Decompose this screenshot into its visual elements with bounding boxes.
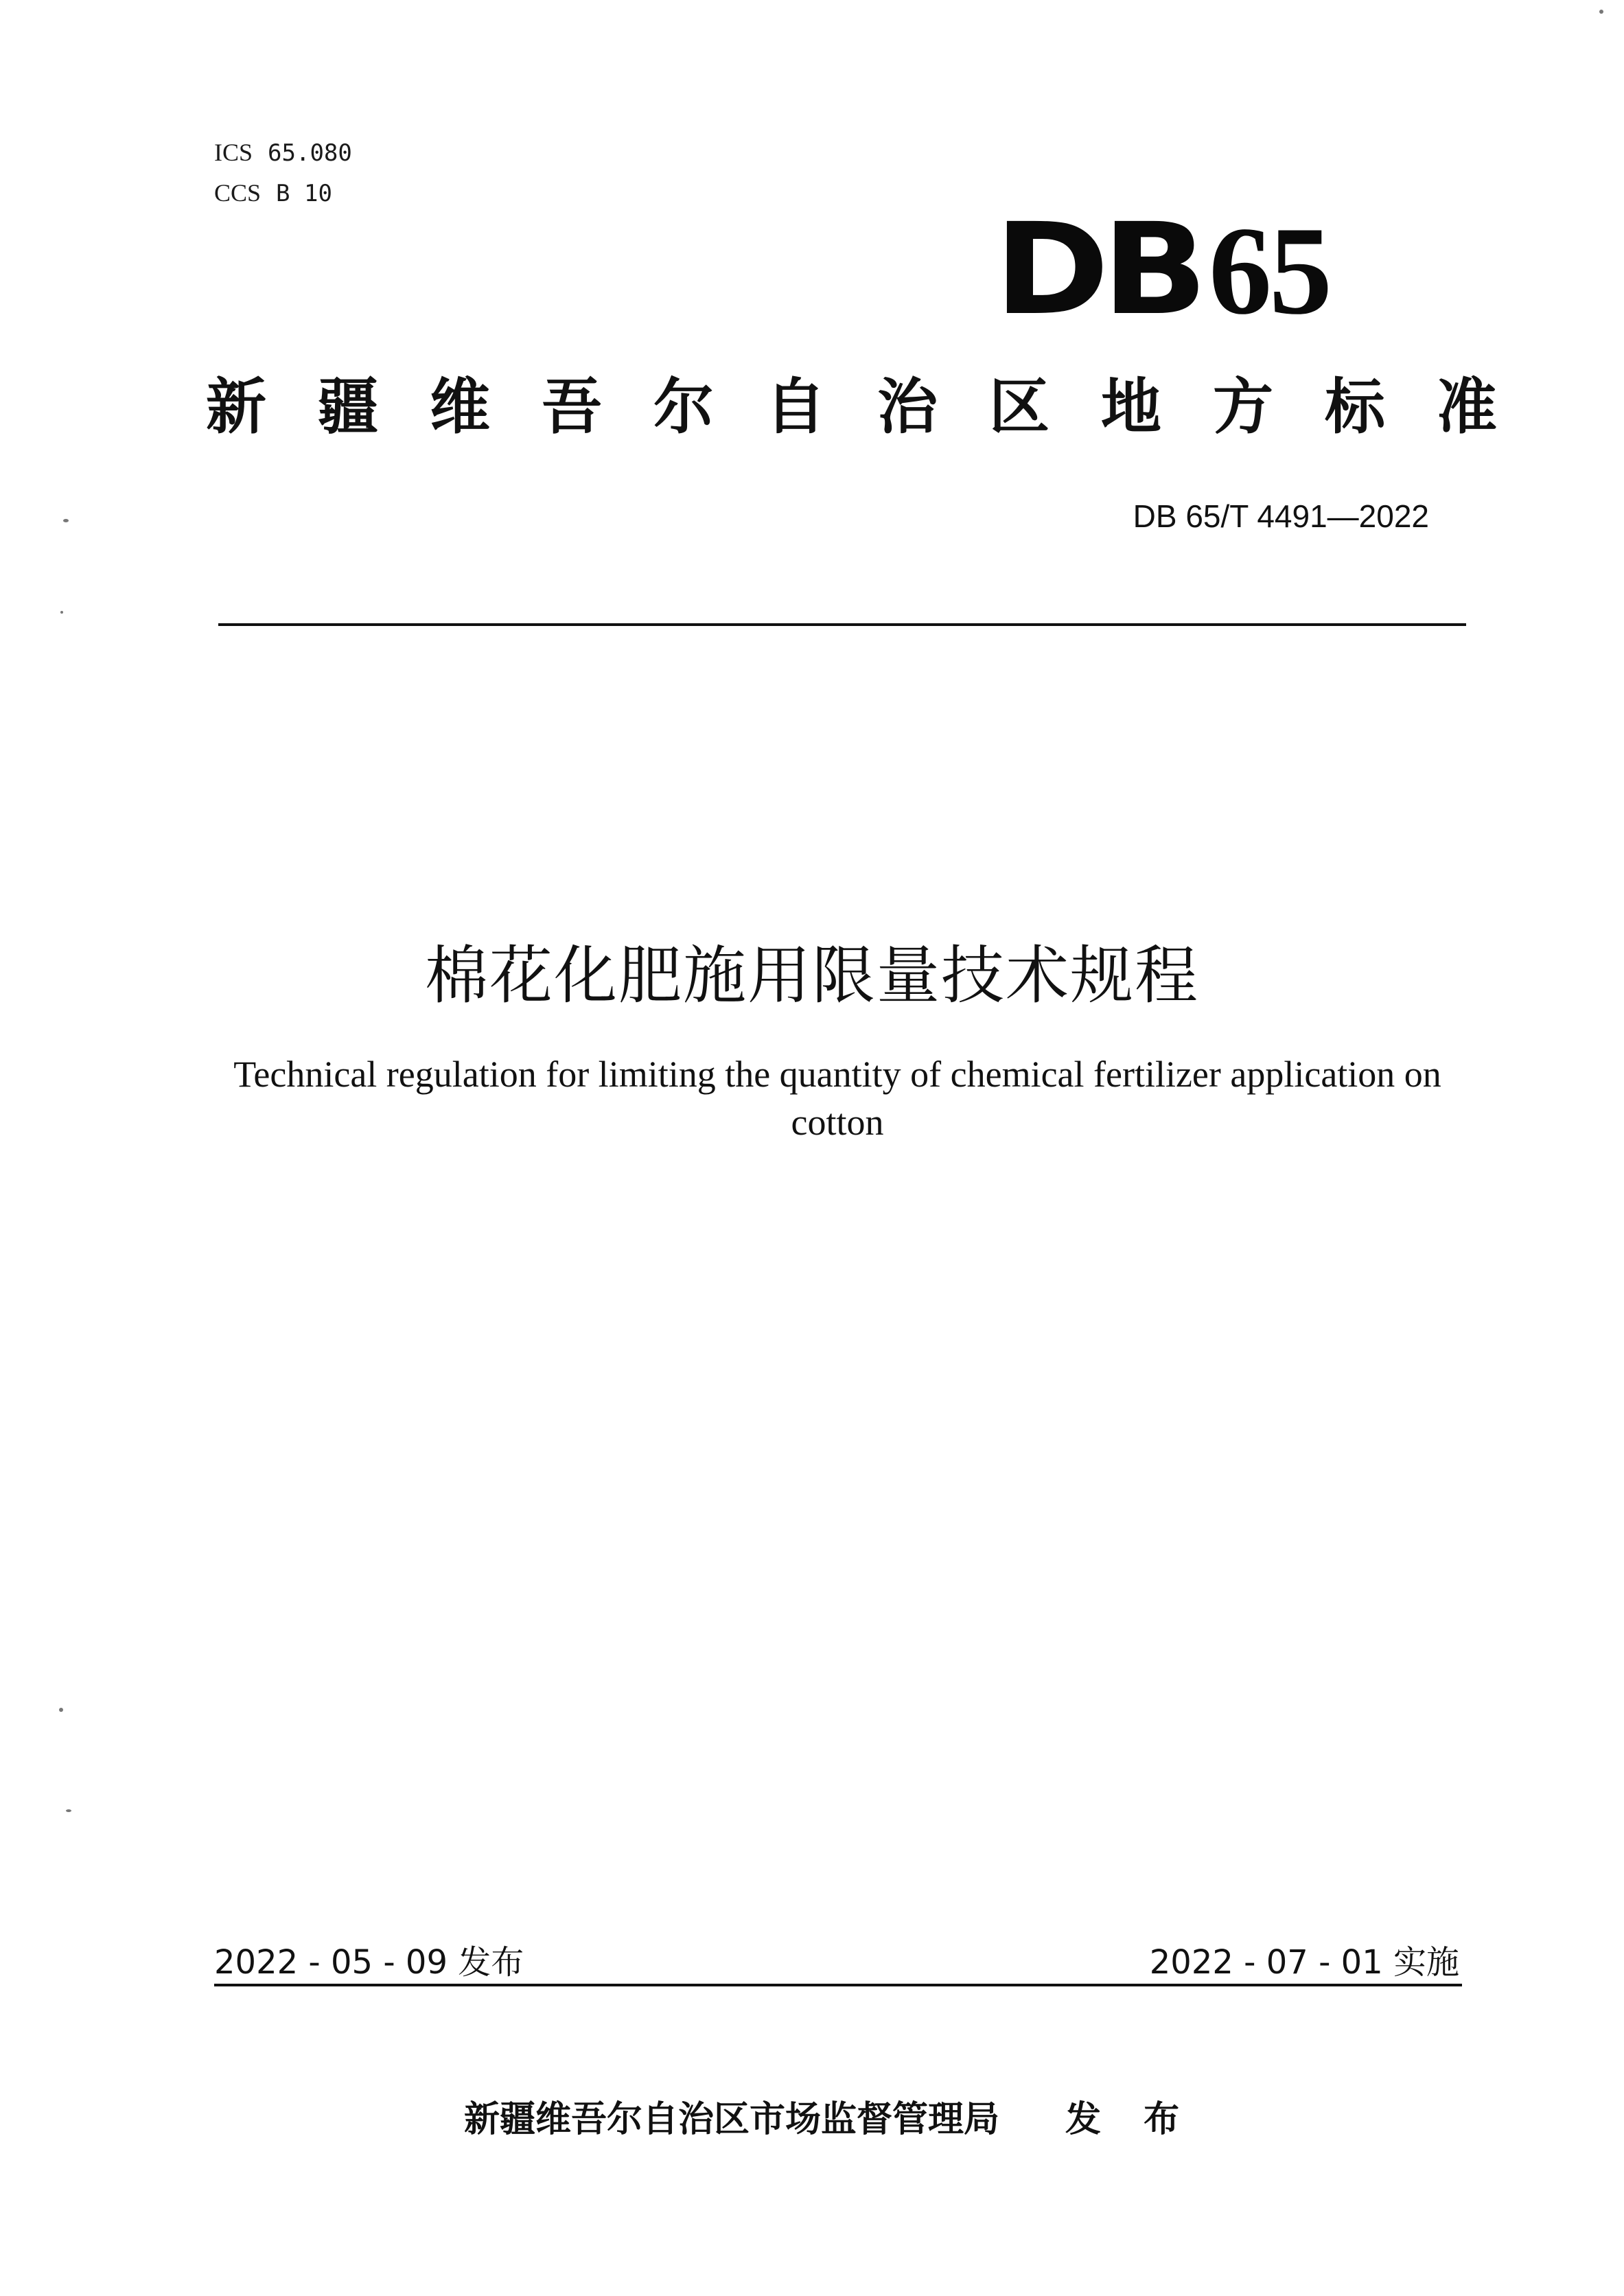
header-rule	[218, 623, 1466, 626]
scan-speck	[60, 611, 63, 614]
publisher-name: 新疆维吾尔自治区市场监督管理局	[464, 2099, 1000, 2140]
scan-speck	[63, 519, 69, 522]
implementation-date: 2022 - 07 - 01 实施	[1149, 1943, 1459, 1982]
ics-label: ICS	[214, 139, 253, 166]
issue-date: 2022 - 05 - 09 发布	[214, 1943, 524, 1982]
standard-type: 新疆维吾尔自治区地方标准	[206, 371, 1549, 442]
ccs-label: CCS	[214, 179, 262, 207]
document-title-en: Technical regulation for limiting the quantity of chemical fertilizer application on cotton	[233, 1054, 1441, 1143]
ccs-code: B 10	[276, 180, 332, 207]
ccs-line	[214, 178, 352, 209]
db-logo-number: 65	[1208, 200, 1330, 340]
publisher	[464, 2090, 1194, 2142]
standard-number: DB 65/T 4491—2022	[1133, 498, 1429, 534]
scan-speck	[66, 1809, 71, 1812]
footer-rule	[214, 1984, 1462, 1986]
classification-block	[214, 137, 352, 209]
db-logo-prefix: DB	[994, 196, 1200, 343]
document-title-zh: 棉花化肥施用限量技术规程	[424, 939, 1199, 1012]
publisher-suffix: 发 布	[1065, 2099, 1195, 2140]
scan-speck	[59, 1708, 63, 1712]
db-logo	[994, 196, 1330, 343]
ics-line	[214, 137, 352, 168]
scan-speck	[1599, 10, 1603, 14]
ics-code: 65.080	[268, 139, 352, 167]
